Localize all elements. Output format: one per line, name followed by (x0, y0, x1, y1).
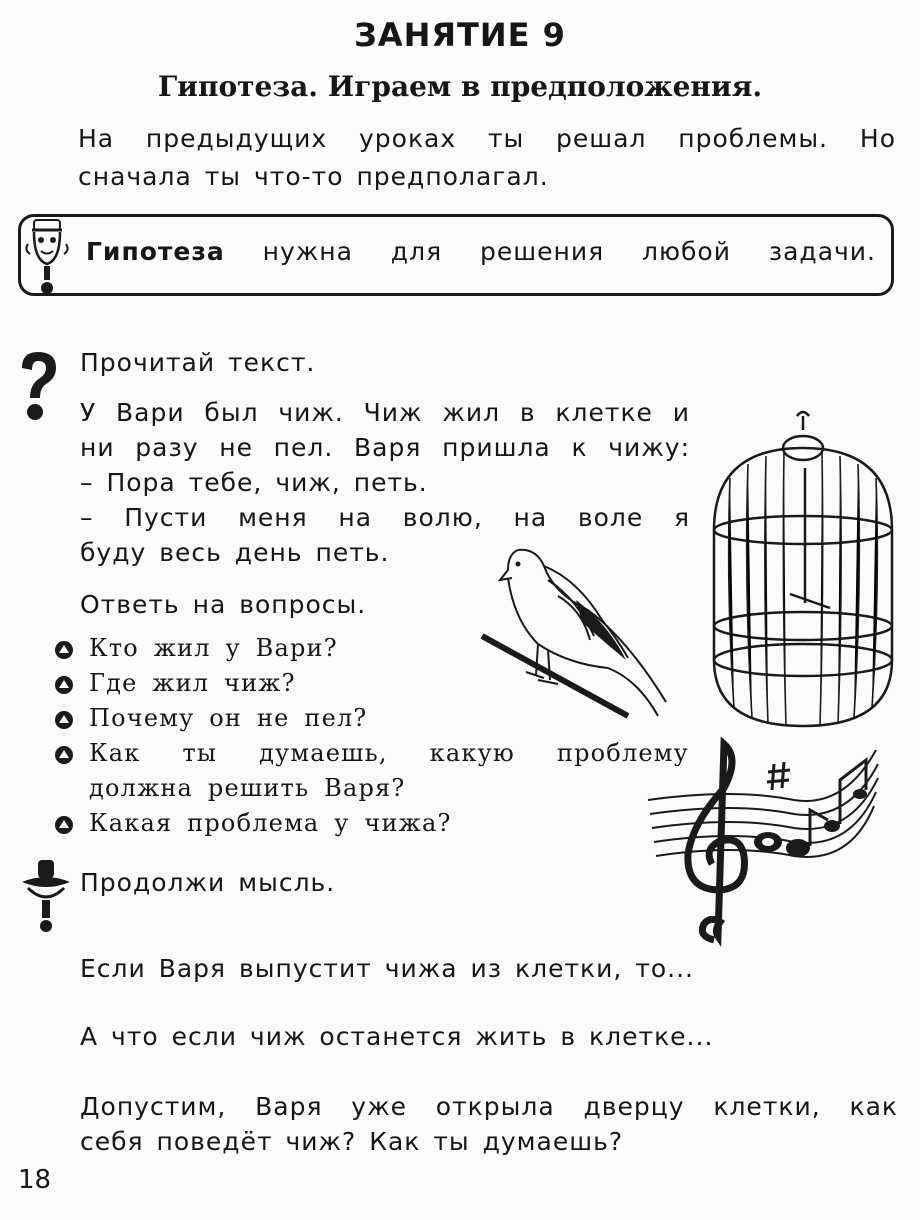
questions-instruction: Ответь на вопросы. (80, 590, 367, 619)
question-item: Почему он не пел? (55, 704, 367, 732)
story-line: буду весь день петь. (80, 538, 390, 567)
continue-prompt: себя поведёт чиж? Как ты думаешь? (80, 1127, 624, 1156)
page-number: 18 (18, 1165, 52, 1195)
question-item: Где жил чиж? (55, 669, 296, 697)
question-item: Какая проблема у чижа? (55, 809, 452, 837)
bird-illustration (478, 540, 674, 726)
rule-rest: нужна для решения любой задачи. (224, 237, 876, 266)
bullet-icon (55, 641, 73, 659)
continue-prompt: Допустим, Варя уже открыла дверцу клетки, как (80, 1092, 898, 1121)
bullet-icon (55, 816, 73, 834)
question-item: Кто жил у Вари? (55, 634, 338, 662)
bullet-icon (55, 711, 73, 729)
story-line: ни разу не пел. Варя пришла к чижу: (80, 433, 690, 462)
read-instruction: Прочитай текст. (80, 348, 316, 377)
bullet-icon (55, 676, 73, 694)
intro-line-2: сначала ты что-то предполагал. (78, 162, 549, 191)
bullet-icon (55, 746, 73, 764)
story-line: – Пусти меня на волю, на воле я (80, 503, 690, 532)
lesson-title: ЗАНЯТИЕ 9 (354, 16, 566, 54)
intro-line-1: На предыдущих уроках ты решал проблемы. Но (78, 124, 896, 153)
thinking-character-icon (24, 218, 70, 296)
question-item: Как ты думаешь, какую проблему (55, 739, 689, 767)
music-notes-illustration (644, 730, 880, 950)
continue-prompt: Если Варя выпустит чижа из клетки, то... (80, 954, 694, 983)
story-line: – Пора тебе, чиж, петь. (80, 468, 428, 497)
story-line: У Вари был чиж. Чиж жил в клетке и (80, 398, 690, 427)
question-item-continuation: должна решить Варя? (89, 774, 406, 802)
rule-text (86, 237, 876, 266)
question-mark-icon (16, 350, 60, 422)
continue-instruction: Продолжи мысль. (80, 868, 336, 897)
continue-prompt: А что если чиж останется жить в клетке... (80, 1022, 714, 1051)
birdcage-illustration (700, 408, 906, 734)
rule-term: Гипотеза (86, 237, 225, 266)
lesson-subtitle: Гипотеза. Играем в предположения. (157, 70, 763, 103)
microphone-icon (20, 858, 72, 934)
